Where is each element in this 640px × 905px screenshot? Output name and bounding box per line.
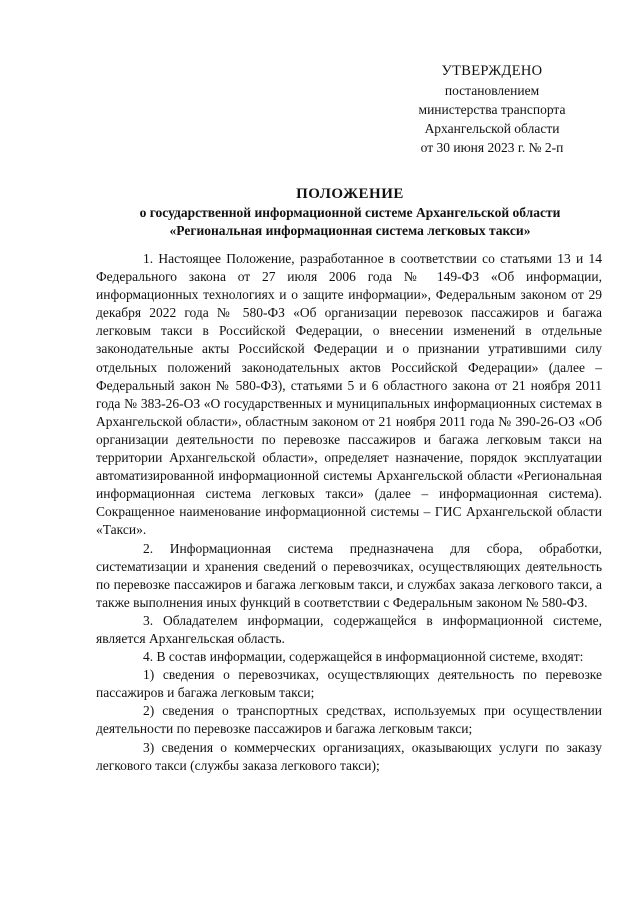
document-body <box>96 250 602 775</box>
document-title: ПОЛОЖЕНИЕ <box>296 186 404 202</box>
document-subtitle-line-2: «Региональная информационная система легковых такси» <box>169 223 531 238</box>
paragraph-2: 2. Информационная система предназначена для сбора, обработки, систематизации и хранения сведений о перевозчиках, осуществляющих деятельность по перевозке пассажиров и багажа легковым такси, и службах заказа легкового такси, а также выполнения иных функций в соответствии с Федеральным законом № 580-ФЗ. <box>96 540 602 610</box>
document-header <box>60 184 640 240</box>
approval-line-2: министерства транспорта <box>418 102 566 117</box>
list-item-3: 3) сведения о коммерческих организациях, оказывающих услуги по заказу легкового такси (службы заказа легкового такси); <box>96 739 602 773</box>
approval-stamp-block <box>392 62 592 157</box>
approval-line-1: постановлением <box>444 83 540 98</box>
paragraph-4: 4. В состав информации, содержащейся в информационной системе, входят: <box>143 649 584 665</box>
document-subtitle-line-1: о государственной информационной системе Архангельской области <box>139 205 561 220</box>
list-item-2: 2) сведения о транспортных средствах, используемых при осуществлении деятельности по перевозке пассажиров и багажа легковым такси; <box>96 703 602 737</box>
approved-heading: УТВЕРЖДЕНО <box>441 63 543 79</box>
list-item-1: 1) сведения о перевозчиках, осуществляющих деятельность по перевозке пассажиров и багажа легковым такси; <box>96 667 602 701</box>
paragraph-3: 3. Обладателем информации, содержащейся в информационной системе, является Архангельская область. <box>96 612 602 646</box>
paragraph-1: 1. Настоящее Положение, разработанное в соответствии со статьями 13 и 14 Федерального закона от 27 июля 2006 года № 149-ФЗ «Об информации, информационных технологиях и о защите информации», Федеральным законом от 29 декабря 2022 года № 580-ФЗ «Об организации перевозок пассажиров и багажа легковым такси в Российской Федерации, о внесении изменений в отдельные законодательные акты Российской Федерации и о признании утратившими силу отдельных положений законодательных актов Российской Федерации» (далее – Федеральный закон № 580-ФЗ), статьями 5 и 6 областного закона от 21 ноября 2011 года № 383-26-ОЗ «О государственных и муниципальных информационных системах в Архангельской области», областным законом от 21 ноября 2011 года № 390-26-ОЗ «Об организации деятельности по перевозке пассажиров и багажа легковым такси на территории Архангельской области», определяет назначение, порядок эксплуатации автоматизированной информационной системы Архангельской области «Региональная информационная система легковых такси» (далее – информационная система). Сокращенное наименование информационной системы – ГИС Архангельской области «Такси». <box>96 251 602 538</box>
approval-line-3: Архангельской области <box>424 121 560 136</box>
approval-line-4: от 30 июня 2023 г. № 2-п <box>420 140 564 155</box>
